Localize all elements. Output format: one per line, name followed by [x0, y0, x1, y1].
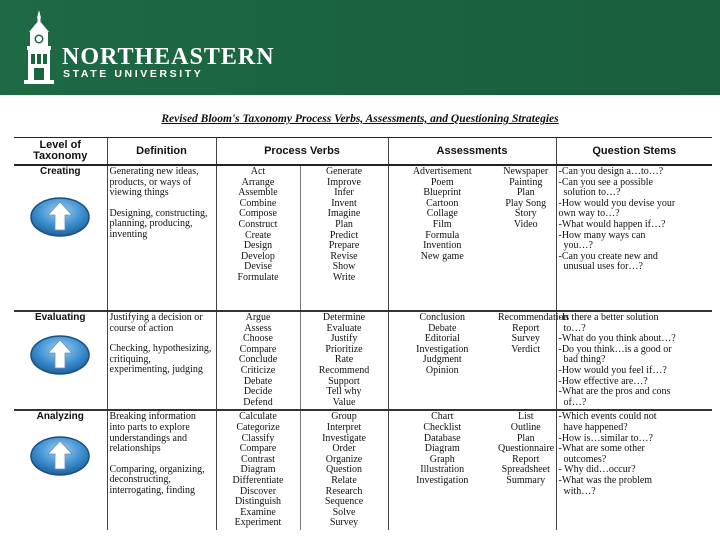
assessments-a	[388, 311, 496, 410]
list-item: -Which events could not	[558, 411, 657, 423]
list-item: Solve	[332, 506, 356, 518]
taxonomy-table	[14, 137, 712, 530]
list-item: Compare	[239, 343, 277, 355]
list-item: Questionnaire	[498, 443, 555, 455]
list-item: List	[517, 411, 534, 423]
list-item: Report	[512, 322, 540, 334]
list-item: Contrast	[241, 453, 275, 465]
list-item: Defend	[243, 396, 273, 408]
up-arrow-icon	[29, 435, 91, 477]
list-item: -What are the pros and cons	[558, 386, 671, 398]
question-stems-cell	[556, 311, 712, 410]
list-item: Classify	[241, 432, 275, 444]
list-item: to…?	[558, 322, 586, 334]
header-banner	[0, 0, 720, 95]
list-item: Infer	[334, 187, 354, 199]
definition-text: Justifying a decision or course of action	[109, 312, 203, 334]
list-item: bad thing?	[558, 354, 606, 366]
list-item: unusual uses for…?	[558, 261, 643, 273]
process-verbs-b	[300, 311, 388, 410]
list-item: Formula	[425, 229, 460, 241]
list-item: - Why did…occur?	[558, 464, 636, 476]
list-item: Report	[512, 453, 540, 465]
list-item: Organize	[325, 453, 363, 465]
list-item: Assemble	[238, 187, 278, 199]
list-item: Recommendation	[498, 312, 569, 323]
list-item: -How effective are…?	[558, 375, 648, 387]
list-item: Improve	[327, 176, 361, 188]
definition-cell	[107, 311, 216, 410]
list-item: Recommend	[318, 364, 370, 376]
list-item: Chart	[431, 411, 454, 423]
list-item: Group	[331, 411, 357, 423]
list-item: Examine	[240, 506, 276, 518]
list-item: -Can you see a possible	[558, 176, 653, 188]
list-item: Opinion	[425, 364, 459, 376]
list-item: Combine	[239, 197, 277, 209]
list-item: Research	[325, 485, 363, 497]
definition-cell	[107, 410, 216, 530]
level-cell	[14, 410, 107, 530]
level-name: Evaluating	[34, 312, 86, 323]
process-verbs-b	[300, 165, 388, 311]
definition-keywords: Checking, hypothesizing, critiquing, experimenting, judging	[109, 343, 212, 376]
list-item: Formulate	[237, 271, 279, 283]
list-item: Value	[332, 396, 356, 408]
list-item: Cartoon	[426, 197, 459, 209]
up-arrow-icon	[29, 334, 91, 376]
list-item: Diagram	[240, 464, 276, 476]
list-item: Question	[325, 464, 363, 476]
list-item: Painting	[509, 176, 543, 188]
list-item: Illustration	[420, 464, 465, 476]
level-cell	[14, 165, 107, 311]
list-item: -What was the problem	[558, 474, 653, 486]
definition-text: Generating new ideas, products, or ways of viewing things	[109, 166, 199, 199]
list-item: Order	[332, 443, 356, 455]
list-item: Plan	[516, 187, 535, 199]
list-item: -What are some other	[558, 443, 645, 455]
list-item: Support	[328, 375, 360, 387]
list-item: -What do you think about…?	[558, 333, 676, 345]
list-item: Outline	[510, 421, 541, 433]
list-item: Revise	[330, 250, 358, 262]
list-item: -What would happen if…?	[558, 218, 666, 230]
list-item: Criticize	[240, 364, 276, 376]
list-item: Debate	[243, 375, 273, 387]
level-name: Analyzing	[36, 411, 84, 423]
list-item: Argue	[245, 312, 271, 323]
list-item: -How would you feel if…?	[558, 364, 667, 376]
list-item: Rate	[334, 354, 354, 366]
table-row-analyzing	[14, 410, 712, 530]
up-arrow-icon	[29, 196, 91, 238]
document-title: Revised Bloom's Taxonomy Process Verbs, Assessments, and Questioning Strategies	[161, 113, 559, 125]
table-row-creating	[14, 165, 712, 311]
list-item: -Can you design a…to…?	[558, 166, 664, 177]
assessments-b	[496, 311, 569, 410]
process-verbs-a	[216, 410, 300, 530]
definition-text: Breaking information into parts to explore understandings and relationships	[109, 411, 196, 455]
list-item: Sequence	[324, 496, 364, 508]
list-item: Prepare	[328, 240, 360, 252]
list-item: Invent	[331, 197, 357, 209]
assessments-b	[496, 410, 556, 530]
list-item: Devise	[244, 261, 272, 273]
list-item: -Can you create new and	[558, 250, 658, 262]
list-item: Poem	[430, 176, 454, 188]
list-item: Conclusion	[419, 312, 466, 323]
list-item: Survey	[511, 333, 540, 345]
list-item: Invention	[423, 240, 462, 252]
list-item: Interpret	[326, 421, 362, 433]
list-item: Survey	[329, 517, 359, 529]
list-item: -How would you devise your	[558, 197, 676, 209]
list-item: outcomes?	[558, 453, 607, 465]
list-item: Newspaper	[503, 166, 549, 177]
list-item: Blueprint	[423, 187, 462, 199]
list-item: Compose	[239, 208, 277, 220]
list-item: Film	[432, 218, 452, 230]
col-header-process-verbs: Process Verbs	[216, 138, 388, 166]
assessments-a	[388, 165, 496, 311]
list-item: Distinguish	[234, 496, 282, 508]
list-item: Spreadsheet	[501, 464, 550, 476]
list-item: Assess	[244, 322, 272, 334]
list-item: Calculate	[239, 411, 277, 423]
list-item: Video	[513, 218, 538, 230]
list-item: Decide	[243, 386, 273, 398]
list-item: Compare	[239, 443, 277, 455]
definition-cell	[107, 165, 216, 311]
list-item: Choose	[243, 333, 273, 345]
process-verbs-a	[216, 165, 300, 311]
level-name: Creating	[39, 166, 81, 177]
list-item: Write	[332, 271, 356, 283]
list-item: Graph	[429, 453, 455, 465]
list-item: Differentiate	[232, 474, 284, 486]
list-item: with…?	[558, 485, 596, 497]
assessments-a	[388, 410, 496, 530]
definition-keywords: Designing, constructing, planning, producing, inventing	[109, 207, 208, 240]
list-item: Database	[423, 432, 461, 444]
list-item: solution to…?	[558, 187, 621, 199]
list-item: Design	[243, 240, 273, 252]
list-item: Conclude	[238, 354, 278, 366]
list-item: Experiment	[234, 517, 282, 529]
list-item: Imagine	[327, 208, 361, 220]
list-item: Judgment	[422, 354, 462, 366]
list-item: -How many ways can	[558, 229, 646, 241]
list-item: Evaluate	[326, 322, 362, 334]
list-item: own way to…?	[558, 208, 620, 220]
question-stems-cell	[556, 165, 712, 311]
list-item: Advertisement	[412, 166, 472, 177]
university-name: NORTHEASTERN	[62, 44, 275, 70]
col-header-definition: Definition	[107, 138, 216, 166]
list-item: -Do you think…is a good or	[558, 343, 672, 355]
list-item: you…?	[558, 240, 593, 252]
list-item: Construct	[238, 218, 278, 230]
list-item: Create	[244, 229, 272, 241]
list-item: Plan	[335, 218, 353, 230]
table-header-row	[14, 138, 712, 166]
list-item: have happened?	[558, 421, 628, 433]
list-item: -How is…similar to…?	[558, 432, 653, 444]
list-item: Determine	[322, 312, 366, 323]
level-cell	[14, 311, 107, 410]
process-verbs-a	[216, 311, 300, 410]
list-item: Investigation	[416, 474, 469, 486]
list-item: -Is there a better solution	[558, 312, 659, 323]
assessments-b	[496, 165, 556, 311]
col-header-assessments: Assessments	[388, 138, 556, 166]
list-item: Relate	[331, 474, 357, 486]
list-item: Summary	[506, 474, 546, 486]
list-item: New game	[420, 250, 464, 262]
list-item: Investigate	[322, 432, 366, 444]
question-stems-cell	[556, 410, 712, 530]
list-item: Act	[250, 166, 266, 177]
list-item: Develop	[241, 250, 275, 262]
list-item: Predict	[329, 229, 359, 241]
table-row-evaluating	[14, 311, 712, 410]
definition-keywords: Comparing, organizing, deconstructing, interrogating, finding	[109, 463, 205, 496]
list-item: Plan	[516, 432, 535, 444]
list-item: Editorial	[424, 333, 460, 345]
list-item: Discover	[239, 485, 277, 497]
list-item: Collage	[426, 208, 458, 220]
list-item: Debate	[428, 322, 457, 334]
list-item: Story	[514, 208, 537, 220]
list-item: Justify	[330, 333, 358, 345]
list-item: Categorize	[236, 421, 280, 433]
list-item: Tell why	[326, 386, 362, 398]
col-header-level: Level of Taxonomy	[14, 138, 107, 166]
col-header-question-stems: Question Stems	[556, 138, 712, 166]
list-item: Verdict	[511, 343, 541, 355]
university-subtitle: STATE UNIVERSITY	[63, 68, 204, 80]
list-item: Prioritize	[325, 343, 363, 355]
list-item: of…?	[558, 396, 587, 408]
process-verbs-b	[300, 410, 388, 530]
list-item: Investigation	[416, 343, 469, 355]
list-item: Play Song	[505, 197, 547, 209]
clock-tower-logo-icon	[22, 8, 56, 86]
list-item: Show	[332, 261, 356, 273]
list-item: Diagram	[424, 443, 460, 455]
list-item: Checklist	[423, 421, 462, 433]
list-item: Generate	[325, 166, 363, 177]
list-item: Arrange	[241, 176, 275, 188]
